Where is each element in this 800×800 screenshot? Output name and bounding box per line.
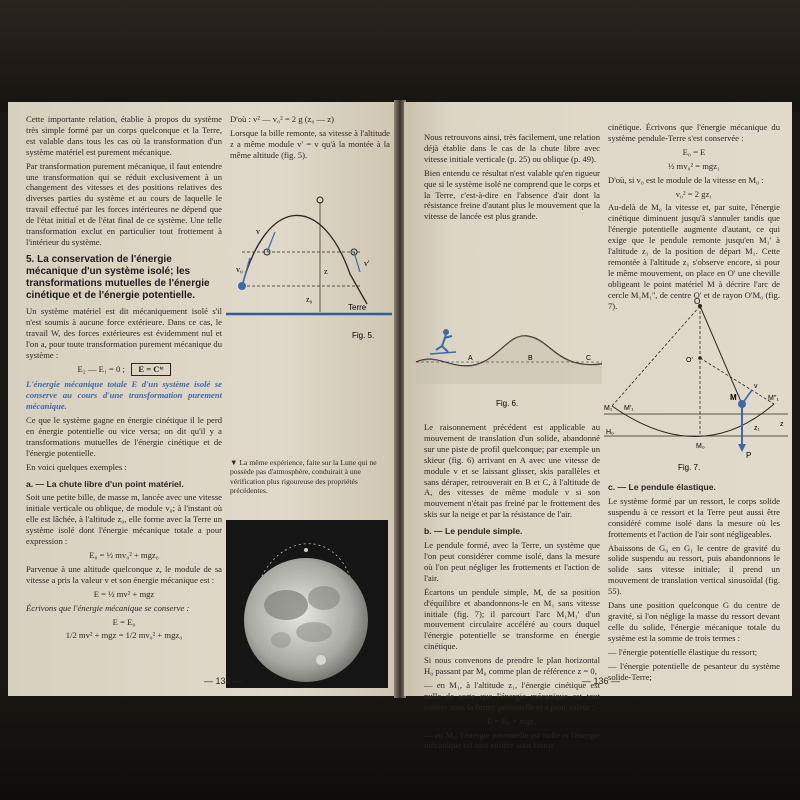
equation-e-equals-e0: E = E₀ [112,616,136,627]
label-weight: P [746,451,752,460]
m0-paragraph: — en M₀, l'énergie potentielle est nulle et l'énergie mécanique est tout entière sous forme [424,729,600,751]
right-page-number: — 136 — [582,676,621,686]
label-v: v [256,227,260,236]
label-m1prime: M'₁ [624,405,634,412]
conservation-law: L'énergie mécanique totale E d'un système isolé se conserve au cours d'une transformation purement mécanique. [26,379,222,412]
equation-e0-e: E₀ = E [682,146,706,157]
isolated-paragraph: Un système matériel est dit mécaniquement isolé s'il n'est soumis à aucune force extérieure. Dans ce cas, le travail W, des forces extérieures est évidemment nul et l'on a, pour toute transformation purement mécanique du système : [26,305,222,360]
string-m1 [612,306,700,406]
equation-ep: E = Eₚ = mgz₁ [486,715,537,726]
arc-path [612,404,774,437]
equation-difference: E₂ — E₁ = 0 ; [77,364,125,375]
v-vector [267,232,275,252]
remonte-paragraph: Lorsque la bille remonte, sa vitesse à l'altitude z a même module v' = v qu'à la montée à la même altitude (fig. 5). [230,127,390,160]
ski-paragraph: Le raisonnement précédent est applicable au mouvement de translation d'un solide, abandonné sur une piste de profil quelconque; par exemple un skieur (fig. 6) arrivant en A avec une vitesse de module v et se laissant glisser, skis parallèles et sans déraper, retrouverait en B et C, à l'altitude de A, des vitesses de même module v si son mouvement n'était pas freiné par le frottement des skis sur la neige et par la résistance de l'air. [424,422,600,520]
figure-6-ski-track [416,314,602,414]
label-m0: M₀ [696,443,705,450]
label-v0: v₀ [236,265,243,274]
ecartons-paragraph: Écartons un pendule simple, M, de sa position d'équilibre et abandonnons-le en M₁ sans vitesse initiale (fig. 7); il parcourt l'arc M₁M₁' d'un mouvement circulaire accéléré au cours duquel l'énergie potentielle se transforme en énergie cinétique. [424,586,600,652]
free-fall-paragraph: Soit une petite bille, de masse m, lancée avec une vitesse initiale verticale ou oblique, de module v₀; à l'instant où elle est lâchée, à l'altitude z₀, elle forme avec la Terre un système isolé dont l'énergie mécanique totale a pour expression : [26,492,222,547]
term-2: — l'énergie potentielle de pesanteur du système solide-Terre; [608,660,780,682]
right-column-1-bottom [424,422,600,754]
parabola-path [242,215,367,304]
equation-e0: E₀ = ½ mv₀² + mgz₀ [89,550,159,560]
equation-conservation [26,363,222,376]
figure-5-caption: Fig. 5. [352,331,375,340]
left-page-number: — 134 — [204,676,243,686]
label-vprime: v' [364,259,370,268]
v0-vector [242,258,250,286]
skier-figure [430,329,456,354]
equation-e: E = ½ mv² + mgz [93,588,155,599]
dark-background-top [0,0,800,112]
label-oprime: O' [686,357,693,364]
consequence-paragraph: Ce que le système gagne en énergie cinétique il le perd en énergie potentielle ou vice versa; on dit qu'il y a transformations mutuelles de l'énergie cinétique et de l'énergie potentielle. [26,415,222,458]
figure-7-caption: Fig. 7. [678,463,701,472]
term-1: — l'énergie potentielle élastique du ressort; [608,646,758,657]
elastic-paragraph: Le système formé par un ressort, le corps solide suspendu à ce ressort et la Terre peut aussi être considéré comme isolé dans la mesure où les frottements et l'action de l'air sont négligeables. [608,495,780,539]
left-column-2 [230,114,390,164]
subsection-b-title: b. — Le pendule simple. [424,526,523,537]
moon-icon [226,520,388,688]
label-c: C [586,355,592,362]
cinetique-paragraph: cinétique. Écrivons que l'énergie mécanique du système pendule-Terre s'est conservée : [608,122,780,143]
beyond-paragraph: Au-delà de M₀ la vitesse et, par suite, l'énergie cinétique diminuent jusqu'à s'annuler tandis que l'énergie potentielle augmente d'autant, ce qui exige que le pendule remonte jusqu'en M₁' à l'altitude z₁ de la position de départ M₁. Cette remontée à l'altitude z₁ s'observe encore, si pour le même mouvement, on place en O' une cheville obligeant le point matériel M à décrire l'arc de cercle M₁M₁'', de centre O' et de rayon O'M₀ (fig. 7). [608,202,780,311]
intro-paragraph: Cette importante relation, établie à propos du système très simple formé par un corps quelconque et la Terre, est valable dans tous les cas où la transformation d'un système matériel est purement mécanique. [26,114,222,157]
subsection-a-title: a. — La chute libre d'un point matériel. [26,478,184,489]
definition-paragraph: Par transformation purement mécanique, il faut entendre une transformation qui se réduit exclusivement à un changement des vitesses et des positions relatives des diverses parties du système et au cours de laquelle le travail effectué par les forces intérieures ne dépend que de l'état initial et de l'état final de ce système. Une telle transformation exclut en particulier tout frottement à l'intérieur du système. [26,160,222,247]
pendulum-paragraph: Le pendule formé, avec la Terre, un système que l'on peut considérer comme isolé, dans la mesure où l'on peut négliger les frottements et l'action de l'air. [424,540,600,583]
m1-paragraph: — en M₁, à l'altitude z₁, l'énergie cinétique est nulle de sorte que l'énergie mécanique est tout entière sous la forme potentielle et a pour valeur : [424,679,600,712]
equation-expanded: 1/2 mv² + mgz = 1/2 mv₀² + mgz₀ [65,630,183,641]
label-m1: M₁ [604,405,613,412]
dark-background-bottom [0,688,800,800]
figure-5-trajectory [222,174,394,344]
label-b: B [528,355,533,362]
weight-arrowhead [738,444,746,452]
right-column-2-top [608,122,780,315]
label-z1: z₁ [754,425,760,432]
equation-velocity: D'où : v² — v₀² = 2 g (z₀ — z) [230,114,334,124]
label-z: z [780,421,784,428]
subsection-c-title: c. — Le pendule élastique. [608,482,716,492]
string-m [700,306,742,404]
equation-constant-box: E = Cᵗᵉ [131,363,170,376]
label-z0: z₀ [306,295,313,304]
vprime-vector [354,252,360,272]
conserve-text: Écrivons que l'énergie mécanique se conserve : [26,602,190,613]
label-velocity: v [754,383,758,390]
retrouve-paragraph: Nous retrouvons ainsi, très facilement, une relation déjà établie dans le cas de la chute libre avec vitesse initiale verticale (p. 25) ou oblique (p. 49). [424,132,600,164]
label-z: z [324,267,328,276]
figure-7-pendulum [604,298,788,474]
equation-v0-squared: v₀² = 2 gz₁ [675,188,713,199]
label-m1second: M''₁ [768,395,779,402]
moon-photo [226,520,388,688]
label-m: M [730,393,737,402]
abaisse-paragraph: Abaissons de G₀ en G₁ le centre de gravité du solide suspendu au ressort, puis abandonnons le solide sans vitesse initiale; il prend un mouvement de translation vertical sinusoïdal (fig. 55). [608,542,780,597]
string-from-peg [700,358,774,404]
plan-paragraph: Si nous convenons de prendre le plan horizontal H₀ passant par M₀ comme plan de référence z = 0, [424,655,600,677]
label-ground: Terre [348,303,367,312]
left-column-1 [26,114,222,644]
moon-note: ▼ La même expérience, faite sur la Lune qui ne possède pas d'atmosphère, conduirait à une vérification plus rigoureuse des propriétés précédentes. [230,458,377,496]
extend-paragraph: Bien entendu ce résultat n'est valable qu'en rigueur que si le système isolé ne comprend que le corps et la Terre, c'est-à-dire en l'absence d'air dont la résistance freine d'autant plus le mouvement que la vitesse de lancée est plus grande. [424,167,600,222]
examples-intro: En voici quelques exemples : [26,461,127,472]
figure-6-caption: Fig. 6. [496,399,519,408]
right-page [404,102,792,751]
quelconque-paragraph: Dans une position quelconque G du centre de gravité, si l'on néglige la masse du ressort devant celle du solide, l'énergie mécanique totale du système est la somme de trois termes : [608,600,780,643]
left-page [8,102,396,696]
right-column-1-top [424,132,600,225]
label-a: A [468,355,473,362]
right-column-2-bottom [608,476,780,685]
velocity-vector [742,390,752,404]
altitude-paragraph: Parvenue à une altitude quelconque z, le module de sa vitesse a pris la valeur v et son énergie mécanique est : [26,563,222,585]
equation-kinetic: ½ mv₀² = mgz₁ [667,160,721,171]
section-5-title: 5. La conservation de l'énergie mécanique d'un système isolé; les transformations mutuelles de l'énergie cinétique et de l'énergie potentielle. [26,253,210,301]
label-o: O [694,297,701,306]
dou-paragraph: D'où, si v₀ est le module de la vitesse en M₀ : [608,174,764,185]
label-h0: H₀ [606,429,614,436]
